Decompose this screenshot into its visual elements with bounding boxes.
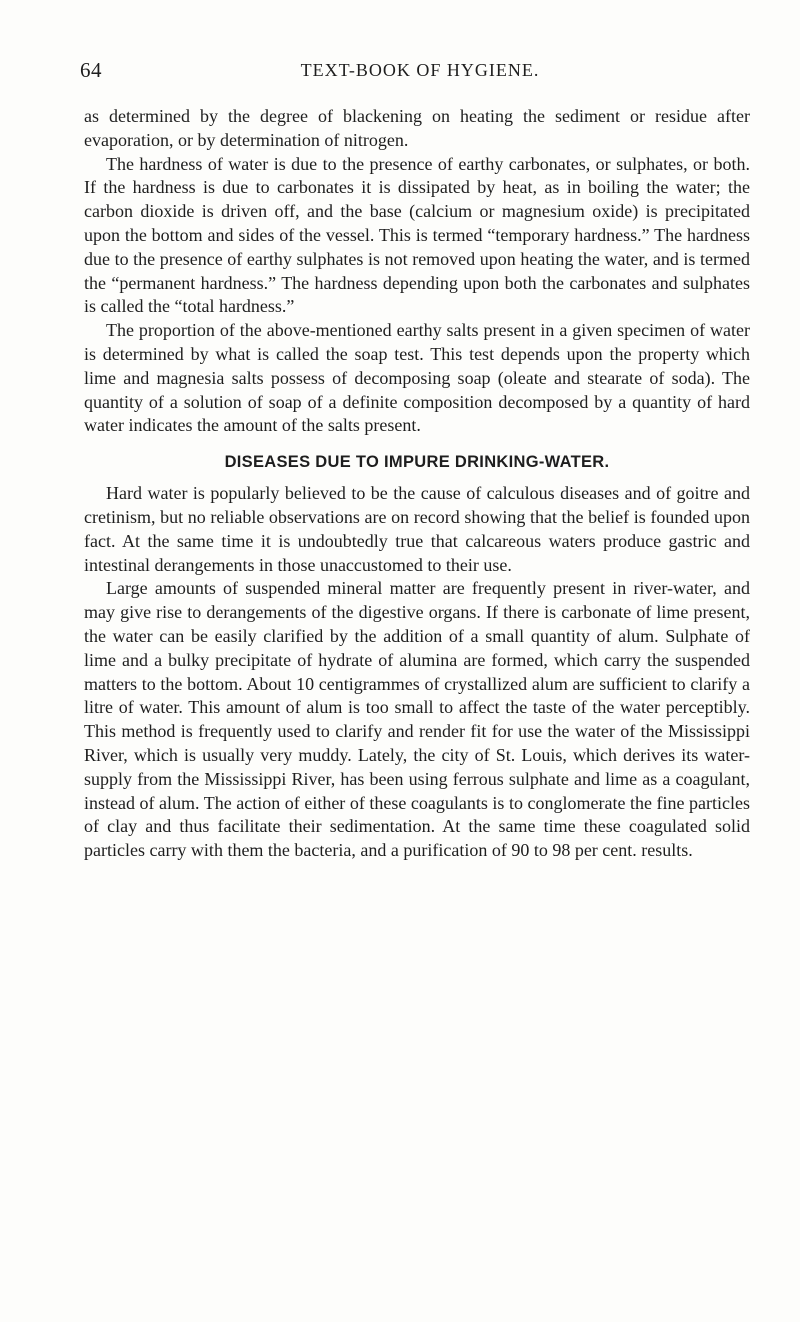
running-title: TEXT-BOOK OF HYGIENE. [300, 60, 540, 80]
paragraph-suspended-matter: Large amounts of suspended mineral matter are frequently present in river-water, and may give rise to derangements of the digestive organs. If there is carbonate of lime present, the water can be easily clarified by the addition of a small quantity of alum. Sulphate of lime and a bulky precipitate of hydrate of alumina are formed, which carry the suspended matters to the bottom. About 10 centigrammes of crystallized alum are sufficient to clarify a litre of water. This amount of alum is too small to affect the taste of the water perceptibly. This method is frequently used to clarify and render fit for use the water of the Mississippi River, which is usually very muddy. Lately, the city of St. Louis, which derives its water-supply from the Mississippi River, has been using ferrous sulphate and lime as a coagulant, instead of alum. The action of either of these coagulants is to conglomerate the fine particles of clay and thus facilitate their sedimentation. At the same time these coagulated solid particles carry with them the bacteria, and a purification of 90 to 98 per cent. results. [84, 578, 750, 861]
section-heading: DISEASES DUE TO IMPURE DRINKING-WATER. [224, 453, 610, 472]
paragraph-hard-water-diseases: Hard water is popularly believed to be the cause of calculous diseases and of goitre and cretinism, but no reliable observations are on record showing that the belief is founded upon fact. At the same time it is undoubtedly true that calcareous waters produce gastric and intestinal derangements in those unaccustomed to their use. [84, 483, 750, 575]
body-text [84, 105, 750, 863]
paragraph-hardness: The hardness of water is due to the presence of earthy carbonates, or sulphates, or both. If the hardness is due to carbonates it is dissipated by heat, as in boiling the water; the carbon dioxide is driven off, and the base (calcium or magnesium oxide) is precipitated upon the bottom and sides of the vessel. This is termed “temporary hardness.” The hardness due to the presence of earthy sulphates is not removed upon heating the water, and is termed the “permanent hardness.” The hardness depending upon both the carbonates and sulphates is called the “total hardness.” [84, 153, 750, 317]
paragraph-soap-test: The proportion of the above-mentioned earthy salts present in a given specimen of water is determined by what is called the soap test. This test depends upon the property which lime and magnesia salts possess of decomposing soap (oleate and stearate of soda). The quantity of a solution of soap of a definite composition decomposed by a quantity of hard water indicates the amount of the salts present. [84, 320, 750, 436]
page-number: 64 [80, 58, 102, 82]
running-header [80, 58, 760, 88]
paragraph-continued: as determined by the degree of blackening on heating the sediment or residue after evaporation, or by determination of nitrogen. [84, 106, 750, 150]
